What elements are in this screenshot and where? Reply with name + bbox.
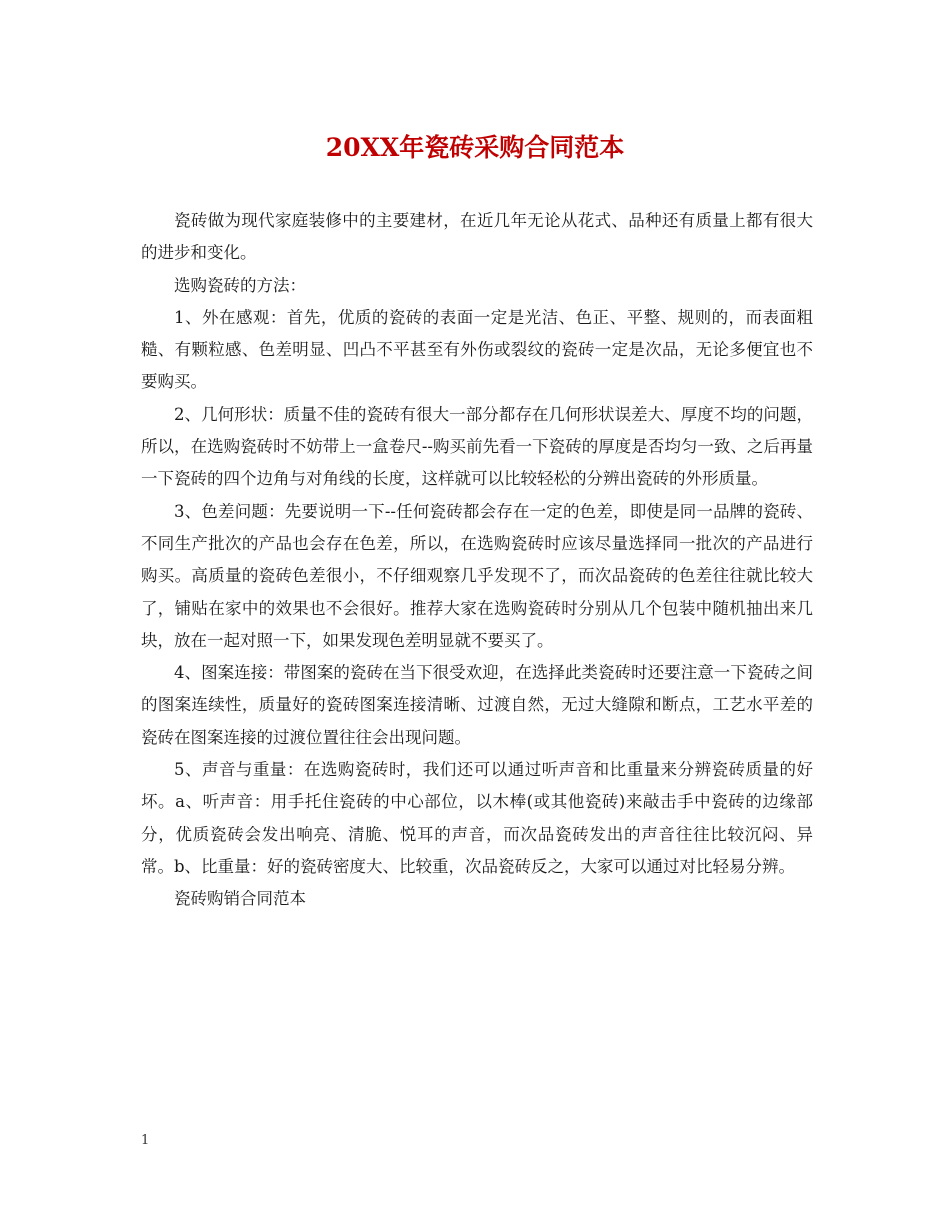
page-number: 1	[141, 1133, 150, 1148]
document-body	[141, 205, 813, 916]
point-appearance: 1、外在感观：首先，优质的瓷砖的表面一定是光洁、色正、平整、规则的，而表面粗糙、有颗粒感、色差明显、凹凸不平甚至有外伤或裂纹的瓷砖一定是次品，无论多便宜也不要购买。	[141, 307, 813, 392]
point-sound-weight: 5、声音与重量：在选购瓷砖时，我们还可以通过听声音和比重量来分辨瓷砖质量的好坏。a、听声音：用手托住瓷砖的中心部位，以木棒(或其他瓷砖)来敲击手中瓷砖的边缘部分，优质瓷砖会发出响亮、清脆、悦耳的声音，而次品瓷砖发出的声音往往比较沉闷、异常。b、比重量：好的瓷砖密度大、比较重，次品瓷砖反之，大家可以通过对比轻易分辨。	[141, 760, 813, 876]
method-heading: 选购瓷砖的方法：	[174, 275, 306, 295]
contract-heading: 瓷砖购销合同范本	[174, 889, 306, 909]
point-color-difference: 3、色差问题：先要说明一下--任何瓷砖都会存在一定的色差，即使是同一品牌的瓷砖、不同生产批次的产品也会存在色差，所以，在选购瓷砖时应该尽量选择同一批次的产品进行购买。高质量的瓷砖色差很小，不仔细观察几乎发现不了，而次品瓷砖的色差往往就比较大了，铺贴在家中的效果也不会很好。推荐大家在选购瓷砖时分别从几个包装中随机抽出来几块，放在一起对照一下，如果发现色差明显就不要买了。	[141, 501, 813, 650]
point-pattern: 4、图案连接：带图案的瓷砖在当下很受欢迎，在选择此类瓷砖时还要注意一下瓷砖之间的图案连续性，质量好的瓷砖图案连接清晰、过渡自然，无过大缝隙和断点，工艺水平差的瓷砖在图案连接的过渡位置往往会出现问题。	[141, 663, 813, 747]
intro-paragraph: 瓷砖做为现代家庭装修中的主要建材，在近几年无论从花式、品种还有质量上都有很大的进步和变化。	[141, 211, 813, 263]
document-title: 20XX年瓷砖采购合同范本	[325, 133, 625, 162]
point-geometry: 2、几何形状：质量不佳的瓷砖有很大一部分都存在几何形状误差大、厚度不均的问题，所以，在选购瓷砖时不妨带上一盒卷尺--购买前先看一下瓷砖的厚度是否均匀一致、之后再量一下瓷砖的四个边角与对角线的长度，这样就可以比较轻松的分辨出瓷砖的外形质量。	[141, 404, 813, 489]
